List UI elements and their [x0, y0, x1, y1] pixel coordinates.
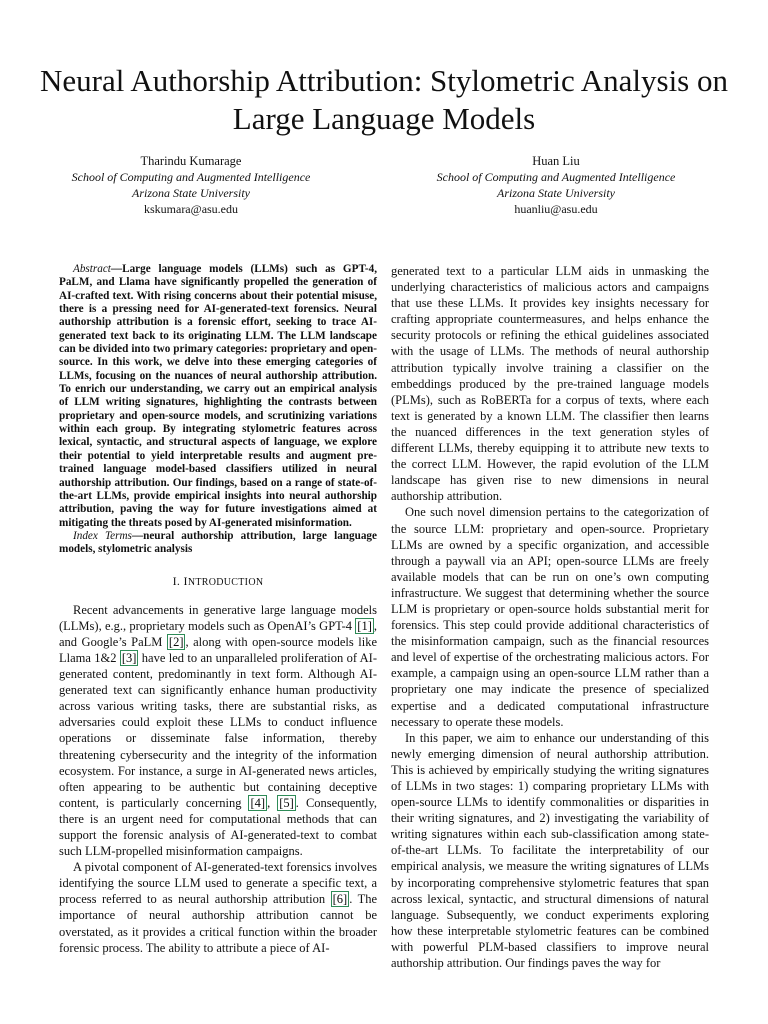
text-run: Recent advancements in generative large language models (LLMs), e.g., proprietary models such as OpenAI’s GPT-4 [59, 602, 377, 633]
text-run: , along with open-source models like Llama 1&2 [59, 634, 377, 665]
index-terms-text: —neural authorship attribution, large language models, stylometric analysis [59, 529, 377, 556]
paper-title: Neural Authorship Attribution: Stylometric Analysis on Large Language Models [40, 63, 728, 136]
text-run: A pivotal component of AI-generated-text forensics involves identifying the source LLM used to generate a specific text, a process referred to as neural authorship attribution [59, 860, 377, 907]
author-email: kskumara@asu.edu [143, 202, 239, 216]
index-terms-lead: Index Terms [73, 529, 132, 542]
section-number: I. [172, 573, 181, 588]
author-block-2 [391, 153, 721, 217]
section-title-initial: I [183, 573, 188, 588]
text-run: . The importance of neural authorship attribution cannot be overstated, as it provides a critical function within the broader forensic process. The ability to attribute a piece of AI- [59, 892, 377, 955]
author-email: huanliu@asu.edu [514, 202, 598, 216]
text-run: , and Google’s PaLM [59, 618, 377, 649]
author-university: Arizona State University [497, 186, 615, 200]
right-paragraph-1: generated text to a particular LLM aids in unmasking the underlying characteristics of malicious actors and campaigns that use these LLMs. It provides key insights necessary for crafting appropriate countermeasures, and helps enhance the security protocols or refining the ethical guidelines associated with the usage of LLMs. The methods of neural authorship attribution typically involve training a classifier on the embeddings produced by the pre-trained language models (PLMs), such as RoBERTa for a corpus of texts, where each text is generated by a known LLM. The classifier then learns the nuanced differences in the text generation styles of different LLMs, thereby equipping it to attribute new texts to the correct LLM. However, the rapid evolution of the LLM landscape has given rise to new dimensions in neural authorship attribution. [391, 264, 709, 504]
text-run: . Consequently, there is an urgent need for computational methods that can support the forensic analysis of AI-generated-text to combat such LLM-propelled misinformation campaigns. [59, 795, 377, 859]
citation-link[interactable]: [5] [279, 795, 294, 810]
citation-link[interactable]: [3] [121, 650, 137, 665]
index-terms [59, 530, 377, 557]
author-affiliation: School of Computing and Augmented Intelligence [436, 170, 676, 184]
intro-paragraph-2 [59, 859, 377, 956]
author-block-1 [26, 153, 356, 217]
abstract-lead: Abstract [73, 263, 111, 275]
intro-paragraph-1 [59, 602, 377, 860]
citation-link[interactable]: [1] [357, 618, 372, 633]
abstract [59, 263, 377, 530]
section-heading-introduction [59, 573, 377, 591]
author-affiliation: School of Computing and Augmented Intelligence [71, 170, 311, 184]
right-paragraph-3: In this paper, we aim to enhance our understanding of this newly emerging dimension of neural authorship attribution. This is achieved by empirically studying the writing signatures of LLMs in two stages: 1) comparing proprietary LLMs with open-source LLMs to identify commonalities or disparities in their writing signatures, and 2) investigating the variability of writing signatures within each sub-classification among state-of-the-art LLMs. To facilitate the interpretability of our empirical analysis, we measure the writing signatures of LLMs by incorporating comprehensive stylometric features that span across lexical, syntactic, and structural dimensions of natural language. Subsequently, we conduct experiments exploring how these interpretable stylometric features can be combined with powerful PLM-based classifiers to improve neural authorship attribution. Our findings paves the way for [391, 730, 709, 971]
citation-link[interactable]: [2] [168, 634, 184, 649]
citation-link[interactable]: [4] [250, 795, 266, 810]
author-university: Arizona State University [132, 186, 250, 200]
text-run: have led to an unparalleled proliferation of AI-generated content, predominantly in text form. Although AI-generated text can significantly enhance human productivity across various writing tasks, there are substantial risks, as adversaries could exploit these LLMs to conduct influence operations or disseminate false information, thereby threatening cybersecurity and the integrity of the information ecosystem. For instance, a surge in AI-generated news articles, often appearing to be authentic but containing deceptive content, is particularly concerning [59, 650, 378, 810]
right-column [391, 263, 709, 971]
right-paragraph-2: One such novel dimension pertains to the categorization of the source LLM: proprietary and open-source. Proprietary LLMs are owned by a specific organization, and accessible through a paywall via an API; open-source LLMs are freely available models that can be run on one’s own computing infrastructure. We suggest that determining whether the source LLM is proprietary or open-source holds substantial merit for forensics. This step could provide additional characteristics of the misinformation campaign, such as the financial resources and level of expertise of the orchestrating malicious actors. For example, a campaign using an open-source LLM rather than a proprietary one may indicate the presence of specialized expertise and a dedicated computational infrastructure necessary to operate these models. [391, 505, 709, 729]
left-column [59, 263, 377, 956]
citation-link[interactable]: [6] [332, 892, 348, 907]
text-run: , [267, 795, 278, 810]
author-name: Huan Liu [532, 154, 580, 168]
abstract-text: —Large language models (LLMs) such as GPT-4, PaLM, and Llama have significantly propelled the generation of AI-crafted text. With rising concerns about their potential misuse, there is a pressing need for AI-generated-text forensics. Neural authorship attribution is a forensic effort, seeking to trace AI-generated text back to its originating LLM. The LLM landscape can be divided into two primary categories: proprietary and open-source. In this work, we delve into these emerging categories of LLMs, focusing on the nuances of neural authorship attribution. To enrich our understanding, we carry out an empirical analysis of LLM writing signatures, highlighting the contrasts between proprietary and open-source models, and scrutinizing variations within each group. By integrating stylometric features across lexical, syntactic, and structural aspects of language, we explore their potential to yield interpretable results and augment pre-trained language model-based classifiers utilized in neural authorship attribution. Our findings, based on a range of state-of-the-art LLMs, provide empirical insights into neural authorship attribution, paving the way for future investigations aimed at mitigating the threats posed by AI-generated misinformation. [59, 263, 377, 529]
section-title-rest: NTRODUCTION [187, 576, 264, 588]
author-name: Tharindu Kumarage [140, 154, 242, 168]
